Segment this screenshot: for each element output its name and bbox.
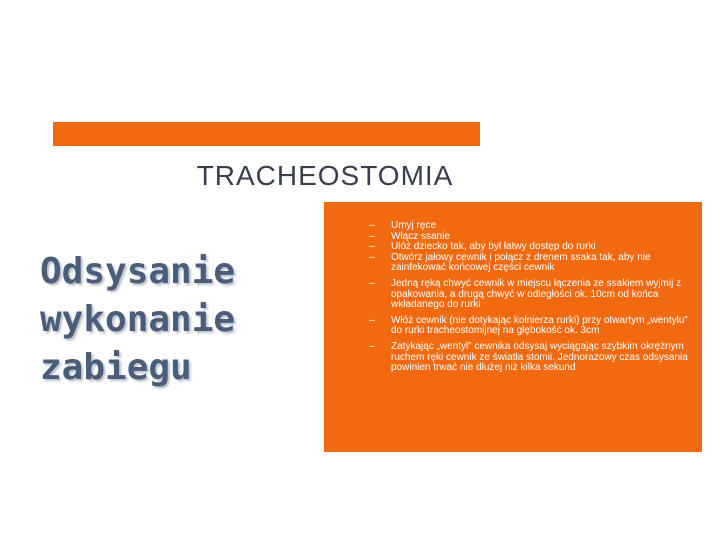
- bullet-dash: –: [369, 241, 375, 253]
- bullet-dash: –: [369, 314, 375, 326]
- heading-line-2: wykonanie: [40, 299, 236, 340]
- steps-list: [324, 202, 702, 374]
- slide-title: TRACHEOSTOMIA: [196, 160, 454, 191]
- bullet-dash: –: [369, 251, 375, 263]
- heading-line-3: zabiegu: [40, 347, 192, 388]
- step-item: [324, 342, 688, 374]
- step-text: Jedną ręką chwyć cewnik w miejscu łączenia ze ssakiem wyjmij z opakowania, a drugą chwyć w odległości ok. 10cm od końca wkładanego do rurki: [391, 277, 682, 311]
- bullet-dash: –: [369, 277, 375, 289]
- step-text: Otwórz jałowy cewnik i połącz z drenem ssaka tak, aby nie zainfekować końcowej części cewnik: [391, 251, 651, 274]
- step-text: Ułóż dziecko tak, aby był łatwy dostęp do rurki: [391, 241, 596, 253]
- bullet-dash: –: [369, 220, 375, 231]
- bullet-dash: –: [369, 230, 375, 242]
- step-item: [324, 316, 688, 337]
- step-text: Umyj ręce: [391, 220, 437, 231]
- heading-line-1: Odsysanie: [40, 251, 236, 292]
- step-text: Włącz ssanie: [391, 230, 450, 242]
- step-text: Włóż cewnik (nie dotykając kołnierza rurki) przy otwartym „wentylu” do rurki tracheostomijnej na głębokość ok. 3cm: [391, 314, 688, 337]
- section-heading: [40, 248, 290, 392]
- bullet-dash: –: [369, 340, 375, 352]
- step-item: [324, 279, 688, 311]
- accent-bar: [53, 122, 480, 146]
- step-item: [324, 253, 688, 274]
- step-item: [324, 221, 688, 232]
- step-text: Zatykając „wentyl” cewnika odsysaj wyciągając szybkim okrężnym ruchem ręki cewnik ze światła stomii. Jednorazowy czas odsysania powinien trwać nie dłużej niż kilka sekund: [391, 340, 688, 374]
- steps-panel: [324, 202, 702, 452]
